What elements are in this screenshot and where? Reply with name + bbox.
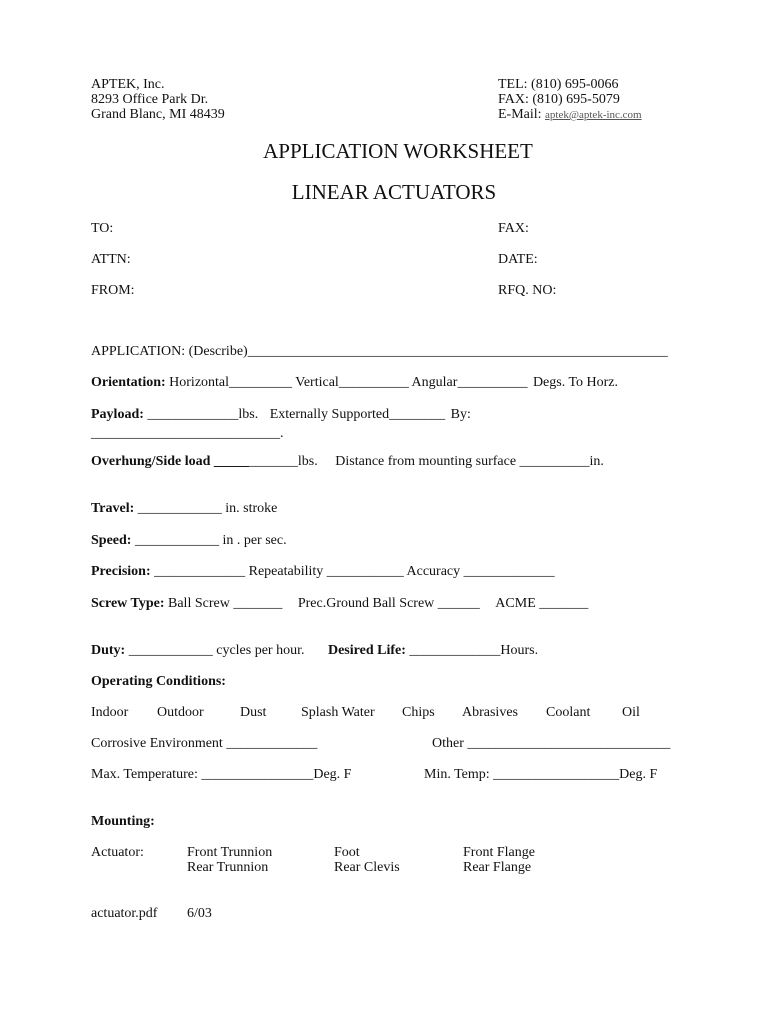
speed-unit: in . per sec. <box>222 533 287 548</box>
condition-coolant[interactable]: Coolant <box>546 705 591 720</box>
payload-row <box>91 407 471 423</box>
rfq-field-label: RFQ. NO: <box>498 283 557 298</box>
document-subtitle: LINEAR ACTUATORS <box>291 180 497 204</box>
document-title: APPLICATION WORKSHEET <box>263 139 533 163</box>
orientation-horizontal: Horizontal <box>169 375 230 390</box>
payload-by-blank[interactable]: ___________________________. <box>91 426 284 441</box>
condition-oil[interactable]: Oil <box>622 705 640 720</box>
travel-row <box>91 501 277 517</box>
condition-abrasives[interactable]: Abrasives <box>462 705 518 720</box>
orientation-row <box>91 375 618 391</box>
accuracy-label: Accuracy <box>406 564 461 579</box>
speed-label: Speed: <box>91 533 132 548</box>
duty-row <box>91 643 538 659</box>
acme-label: ACME <box>495 596 536 611</box>
condition-dust[interactable]: Dust <box>240 705 267 720</box>
company-name: APTEK, Inc. <box>91 77 165 92</box>
desired-life-unit: Hours. <box>500 643 539 658</box>
prec-ground-blank[interactable]: ______ <box>437 596 480 611</box>
overhung-blank-bold[interactable]: _____ <box>210 454 249 469</box>
mounting-label: Mounting: <box>91 814 155 829</box>
overhung-unit: lbs. <box>297 454 318 469</box>
payload-blank[interactable]: _____________ <box>147 407 239 422</box>
company-tel: TEL: (810) 695-0066 <box>498 77 619 92</box>
speed-blank[interactable]: ____________ <box>134 533 219 548</box>
payload-label: Payload: <box>91 407 144 422</box>
mount-foot[interactable]: Foot <box>334 845 360 860</box>
company-address-line2: Grand Blanc, MI 48439 <box>91 107 225 122</box>
mount-front-trunnion[interactable]: Front Trunnion <box>187 845 273 860</box>
max-temp-row <box>91 767 351 783</box>
application-blank[interactable]: ____________________________________________________________ <box>247 344 668 359</box>
travel-label: Travel: <box>91 501 135 516</box>
max-temp-blank[interactable]: ________________ <box>201 767 314 782</box>
condition-splash-water[interactable]: Splash Water <box>301 705 375 720</box>
company-address-line1: 8293 Office Park Dr. <box>91 92 209 107</box>
other-blank[interactable]: _____________________________ <box>467 736 671 751</box>
vertical-blank[interactable]: __________ <box>338 375 409 390</box>
screw-type-label: Screw Type: <box>91 596 165 611</box>
other-label: Other <box>432 736 464 751</box>
duty-label: Duty: <box>91 643 126 658</box>
min-temp-unit: Deg. F <box>619 767 658 782</box>
attn-field-label: ATTN: <box>91 252 131 267</box>
mount-rear-trunnion[interactable]: Rear Trunnion <box>187 860 269 875</box>
condition-outdoor[interactable]: Outdoor <box>157 705 204 720</box>
duty-blank[interactable]: ____________ <box>128 643 213 658</box>
desired-life-label: Desired Life: <box>327 643 406 658</box>
desired-life-blank[interactable]: _____________ <box>409 643 501 658</box>
operating-conditions-label: Operating Conditions: <box>91 674 226 689</box>
horizontal-blank[interactable]: _________ <box>229 375 293 390</box>
condition-chips[interactable]: Chips <box>402 705 435 720</box>
orientation-label: Orientation: <box>91 375 166 390</box>
company-fax: FAX: (810) 695-5079 <box>498 92 620 107</box>
angular-blank[interactable]: __________ <box>457 375 528 390</box>
footer-date: 6/03 <box>187 906 212 921</box>
mount-rear-clevis[interactable]: Rear Clevis <box>334 860 400 875</box>
orientation-vertical: Vertical <box>295 375 339 390</box>
corrosive-row <box>91 736 317 752</box>
prec-ground-label: Prec.Ground Ball Screw <box>297 596 435 611</box>
externally-supported-label: Externally Supported <box>269 407 390 422</box>
overhung-label: Overhung/Side load <box>91 454 211 469</box>
application-label: APPLICATION: (Describe) <box>91 344 248 359</box>
precision-label: Precision: <box>91 564 151 579</box>
overhung-blank[interactable]: _______ <box>248 454 298 469</box>
other-row <box>432 736 670 752</box>
max-temp-label: Max. Temperature: <box>91 767 198 782</box>
fax-field-label: FAX: <box>498 221 529 236</box>
company-email-row <box>498 107 642 123</box>
min-temp-blank[interactable]: __________________ <box>493 767 620 782</box>
by-label: By: <box>450 407 471 422</box>
application-row <box>91 344 668 360</box>
payload-unit: lbs. <box>238 407 259 422</box>
duty-unit: cycles per hour. <box>216 643 305 658</box>
distance-label: Distance from mounting surface <box>335 454 517 469</box>
min-temp-row <box>424 767 657 783</box>
mount-rear-flange[interactable]: Rear Flange <box>463 860 532 875</box>
actuator-label: Actuator: <box>91 845 144 860</box>
condition-indoor[interactable]: Indoor <box>91 705 129 720</box>
speed-row <box>91 533 287 549</box>
externally-supported-blank[interactable]: ________ <box>389 407 446 422</box>
from-field-label: FROM: <box>91 283 135 298</box>
repeatability-label: Repeatability <box>248 564 324 579</box>
ball-screw-label: Ball Screw <box>168 596 230 611</box>
footer-filename: actuator.pdf <box>91 906 158 921</box>
travel-blank[interactable]: ____________ <box>137 501 222 516</box>
overhung-row <box>91 454 604 470</box>
to-field-label: TO: <box>91 221 114 236</box>
distance-unit: in. <box>589 454 604 469</box>
mount-front-flange[interactable]: Front Flange <box>463 845 535 860</box>
corrosive-label: Corrosive Environment <box>91 736 223 751</box>
orientation-degs: Degs. To Horz. <box>532 375 619 390</box>
precision-blank[interactable]: _____________ <box>154 564 246 579</box>
accuracy-blank[interactable]: _____________ <box>463 564 555 579</box>
precision-row <box>91 564 555 580</box>
min-temp-label: Min. Temp: <box>424 767 490 782</box>
acme-blank[interactable]: _______ <box>539 596 589 611</box>
email-link[interactable]: aptek@aptek-inc.com <box>545 109 642 121</box>
email-label: E-Mail: <box>498 107 542 122</box>
repeatability-blank[interactable]: ___________ <box>326 564 404 579</box>
date-field-label: DATE: <box>498 252 538 267</box>
orientation-angular: Angular <box>411 375 458 390</box>
screw-type-row <box>91 596 588 612</box>
travel-unit: in. stroke <box>225 501 278 516</box>
distance-blank[interactable]: __________ <box>519 454 590 469</box>
corrosive-blank[interactable]: _____________ <box>226 736 318 751</box>
ball-screw-blank[interactable]: _______ <box>233 596 283 611</box>
max-temp-unit: Deg. F <box>313 767 352 782</box>
